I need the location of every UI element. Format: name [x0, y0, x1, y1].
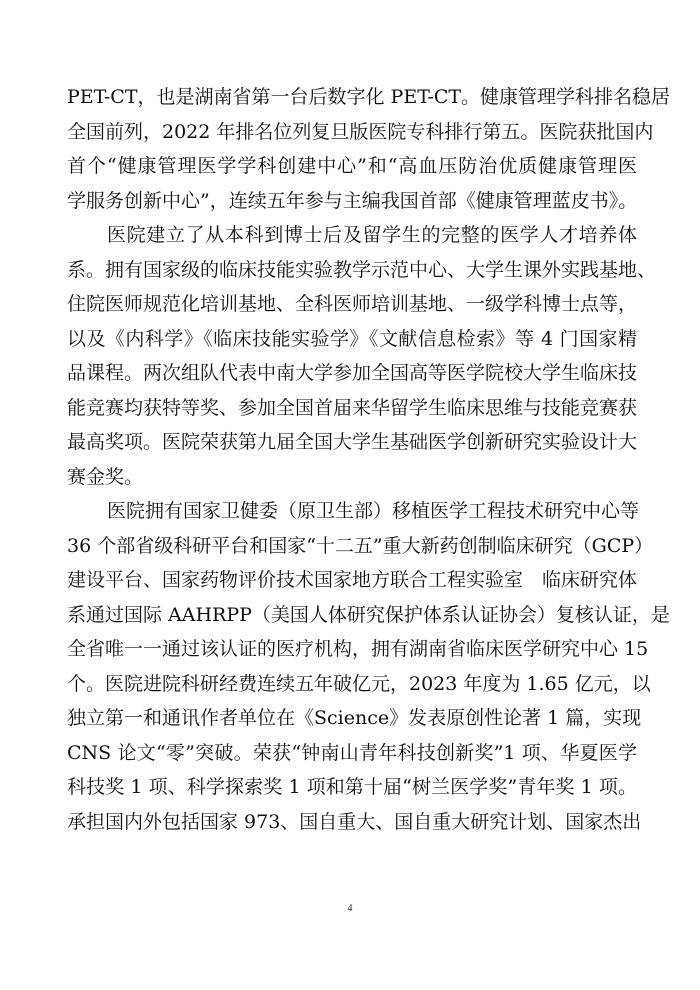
paragraph-research-platforms	[67, 494, 670, 839]
text-line: 系。拥有国家级的临床技能实验教学示范中心、大学生课外实践基地、	[67, 258, 657, 281]
text-line: 36 个部省级科研平台和国家“十二五”重大新药创制临床研究（GCP）	[67, 534, 654, 557]
text-line: 医院建立了从本科到博士后及留学生的完整的医学人才培养体	[107, 224, 637, 246]
text-line: 承担国内外包括国家 973、国自重大、国自重大研究计划、国家杰出	[67, 810, 642, 833]
text-line: 能竞赛均获特等奖、参加全国首届来华留学生临床思维与技能竞赛获	[67, 396, 638, 419]
text-line: 独立第一和通讯作者单位在《Science》发表原创性论著 1 篇，实现	[67, 707, 642, 729]
text-line: 全省唯一一通过该认证的医疗机构，拥有湖南省临床医学研究中心 15	[67, 638, 649, 660]
text-line: 住院医师规范化培训基地、全科医师培训基地、一级学科博士点等，	[67, 293, 638, 315]
text-line: 赛金奖。	[67, 465, 144, 488]
text-line: 以及《内科学》《临床技能实验学》《文献信息检索》等 4 门国家精	[67, 327, 637, 350]
text-line: 科技奖 1 项、科学探索奖 1 项和第十届“树兰医学奖”青年奖 1 项。	[67, 776, 637, 798]
text-line: PET-CT，也是湖南省第一台后数字化 PET-CT。健康管理学科排名稳居	[67, 86, 671, 108]
text-line: 全国前列，2022 年排名位列复旦版医院专科排行第五。医院获批国内	[67, 120, 654, 143]
text-line: 首个“健康管理医学学科创建中心”和“高血压防治优质健康管理医	[67, 155, 637, 177]
text-line: CNS 论文“零”突破。荣获“钟南山青年科技创新奖”1 项、华夏医学	[67, 741, 637, 764]
text-line: 建设平台、国家药物评价技术国家地方联合工程实验室 临床研究体	[67, 569, 638, 591]
paragraph-health-management	[67, 80, 671, 218]
page-number: 4	[347, 903, 353, 914]
text-line: 医院拥有国家卫健委（原卫生部）移植医学工程技术研究中心等	[107, 500, 640, 522]
text-line: 学服务创新中心”，连续五年参与主编我国首部《健康管理蓝皮书》。	[67, 189, 638, 212]
text-line: 品课程。两次组队代表中南大学参加全国高等医学院校大学生临床技	[67, 362, 638, 384]
text-line: 系通过国际 AAHRPP（美国人体研究保护体系认证协会）复核认证，是	[67, 603, 670, 626]
text-line: 最高奖项。医院荣获第九届全国大学生基础医学创新研究实验设计大	[67, 431, 638, 453]
paragraph-talent-training	[67, 218, 657, 494]
text-line: 个。医院进院科研经费连续五年破亿元，2023 年度为 1.65 亿元，以	[67, 672, 651, 695]
document-body	[67, 80, 671, 839]
